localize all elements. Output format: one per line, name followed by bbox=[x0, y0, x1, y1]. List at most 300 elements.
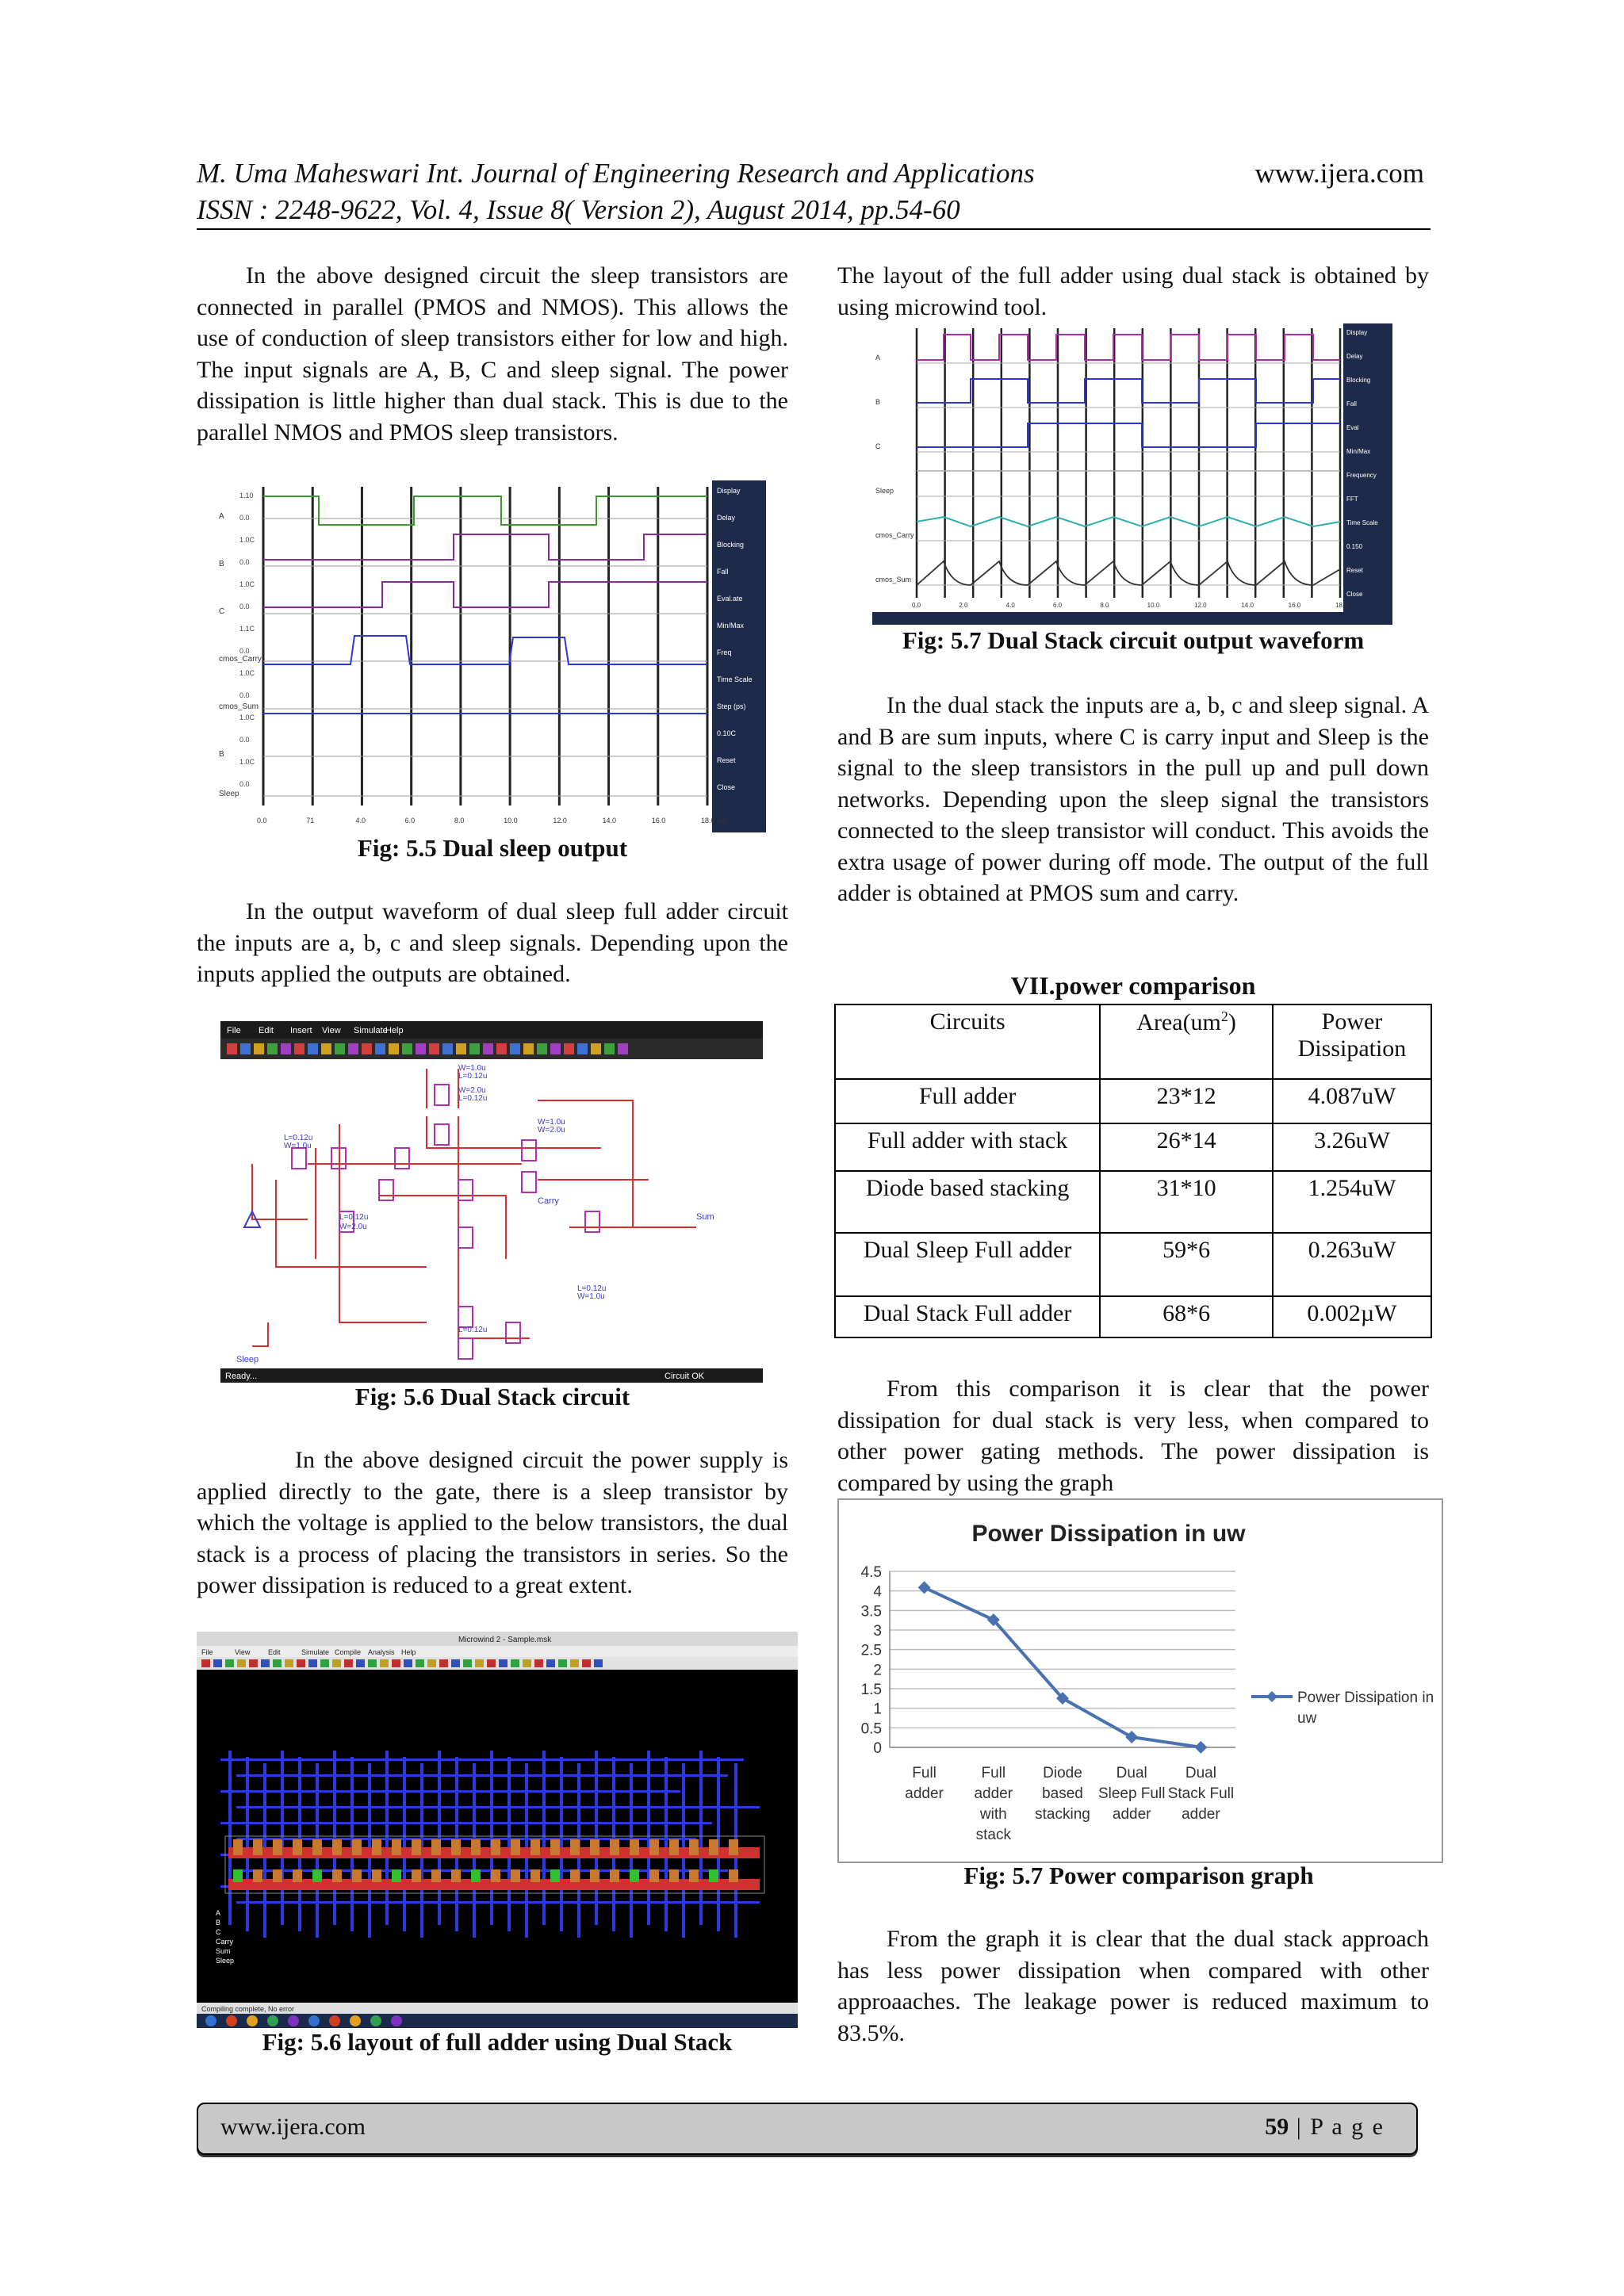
x-tick-label: 71 bbox=[306, 817, 315, 825]
metal-column bbox=[665, 1757, 668, 1931]
panel-label: Blocking bbox=[717, 541, 745, 549]
diffusion bbox=[392, 1869, 401, 1882]
right-para-4-text: From the graph it is clear that the dual stack approach has less power dissipation when compared with other approaaches. The leakage power is reduced maximum to 83.5%. bbox=[837, 1926, 1429, 2046]
y-tick-label: 1.0C bbox=[239, 714, 255, 721]
transistor-label: L=0.12u bbox=[458, 1072, 488, 1081]
metal-row bbox=[220, 1822, 712, 1824]
diffusion bbox=[491, 1869, 500, 1882]
diffusion bbox=[273, 1869, 282, 1882]
y-tick-label: 1 bbox=[873, 1701, 882, 1718]
toolbar-icon bbox=[483, 1043, 493, 1054]
toolbar-icon bbox=[591, 1043, 601, 1054]
panel-label: Frequency bbox=[1346, 472, 1377, 479]
table-cell: 4.087uW bbox=[1273, 1079, 1431, 1123]
table-row bbox=[835, 1296, 1431, 1337]
diffusion bbox=[729, 1869, 738, 1882]
menu-item: File bbox=[227, 1026, 241, 1035]
contact bbox=[649, 1839, 659, 1855]
contact bbox=[610, 1839, 619, 1855]
menu-item: Insert bbox=[290, 1026, 312, 1035]
carry-label: Carry bbox=[538, 1196, 559, 1206]
area-superscript: 2 bbox=[1220, 1008, 1228, 1024]
transistor-label: L=0.12u bbox=[284, 1134, 313, 1142]
toolbar-icon bbox=[332, 1659, 341, 1667]
toolbar-icon bbox=[604, 1043, 615, 1054]
metal-row bbox=[220, 1758, 744, 1761]
x-tick-label: 6.0 bbox=[404, 817, 416, 825]
diffusion bbox=[709, 1869, 718, 1882]
legend-label: uw bbox=[1297, 1710, 1317, 1727]
taskbar-icon bbox=[205, 2015, 216, 2026]
toolbar-icon bbox=[389, 1043, 399, 1054]
toolbar-icon bbox=[537, 1043, 547, 1054]
dual-stack-waveform bbox=[872, 323, 1392, 625]
toolbar-icon bbox=[348, 1043, 358, 1054]
y-tick-label: 0.0 bbox=[239, 558, 250, 566]
contact bbox=[709, 1839, 718, 1855]
x-tick-label: 18.0 mS bbox=[701, 817, 728, 825]
panel-label: Step (ps) bbox=[717, 702, 746, 710]
toolbar-icon bbox=[335, 1043, 345, 1054]
toolbar-icon bbox=[427, 1659, 436, 1667]
diffusion bbox=[689, 1869, 699, 1882]
left-para-2-text: In the output waveform of dual sleep full adder circuit the inputs are a, b, c and sleep signals. Depending upon the inputs applied the outputs are obtained. bbox=[197, 898, 788, 987]
toolbar-icon bbox=[511, 1659, 519, 1667]
taskbar-icon bbox=[288, 2015, 299, 2026]
diffusion bbox=[352, 1869, 362, 1882]
page-label: | P a g e bbox=[1289, 2114, 1385, 2140]
panel-label: Reset bbox=[1346, 567, 1363, 574]
signal-name: A bbox=[875, 354, 881, 362]
right-para-3-text: From this comparison it is clear that the power dissipation for dual stack is very less, when compared to other power gating methods. The power dissipation is compared by using the graph bbox=[837, 1376, 1429, 1496]
status-right: Circuit OK bbox=[665, 1372, 705, 1381]
fig-5-5-caption: Fig: 5.5 Dual sleep output bbox=[357, 834, 628, 862]
dual-stack-schematic bbox=[220, 1021, 763, 1383]
menu-bar bbox=[197, 1646, 798, 1657]
contact bbox=[491, 1839, 500, 1855]
toolbar-icon bbox=[618, 1043, 628, 1054]
sum-label: Sum bbox=[696, 1212, 714, 1222]
menu-item: Simulate bbox=[301, 1648, 330, 1656]
diffusion bbox=[312, 1869, 322, 1882]
y-tick-label: 0.0 bbox=[239, 647, 250, 655]
panel-label: Fall bbox=[1346, 400, 1357, 408]
table-cell: 23*12 bbox=[1100, 1079, 1273, 1123]
table-cell: Full adder with stack bbox=[835, 1123, 1100, 1171]
pin-label: Sleep bbox=[216, 1957, 235, 1965]
signal-name: B bbox=[875, 398, 881, 406]
diffusion bbox=[590, 1869, 599, 1882]
transistor-label: W=1.0u bbox=[458, 1064, 486, 1073]
toolbar-icon bbox=[577, 1043, 588, 1054]
y-tick-label: 0.5 bbox=[860, 1720, 882, 1738]
power-chart-svg bbox=[839, 1500, 1442, 1862]
y-tick-label: 1.0C bbox=[239, 758, 255, 766]
running-header bbox=[197, 155, 1035, 228]
left-para-3 bbox=[197, 1445, 788, 1601]
transistor-label: W=2.0u bbox=[458, 1086, 486, 1095]
taskbar-icon bbox=[391, 2015, 402, 2026]
panel-label: 0.10C bbox=[717, 729, 737, 737]
taskbar-icon bbox=[329, 2015, 340, 2026]
toolbar-icon bbox=[240, 1043, 251, 1054]
left-para-1 bbox=[197, 260, 788, 448]
table-row bbox=[835, 1123, 1431, 1171]
metal-row bbox=[236, 1901, 760, 1904]
area-paren: ) bbox=[1228, 1009, 1236, 1035]
toolbar-icon bbox=[429, 1043, 439, 1054]
transistor-label: L=0.12u bbox=[339, 1213, 369, 1222]
toolbar-icon bbox=[321, 1043, 331, 1054]
canvas bbox=[220, 1059, 763, 1368]
toolbar-icon bbox=[261, 1659, 270, 1667]
taskbar bbox=[197, 2014, 798, 2028]
toolbar-icon bbox=[510, 1043, 520, 1054]
contact bbox=[372, 1839, 381, 1855]
toolbar-icon bbox=[404, 1659, 412, 1667]
panel-label: Eval bbox=[1346, 424, 1359, 431]
contact bbox=[293, 1839, 302, 1855]
toolbar-icon bbox=[439, 1659, 448, 1667]
x-tick-label: 4.0 bbox=[1005, 602, 1015, 609]
metal-row bbox=[236, 1838, 696, 1840]
y-tick-label: 1.5 bbox=[860, 1682, 882, 1698]
table-row bbox=[835, 1233, 1431, 1296]
x-tick-label: 16.0 bbox=[1288, 602, 1301, 609]
toolbar-icon bbox=[267, 1043, 278, 1054]
fig-5-5-dual-sleep-output bbox=[216, 480, 766, 832]
series-line bbox=[925, 1587, 1201, 1747]
toolbar-icon bbox=[496, 1043, 507, 1054]
x-tick-label: 16.0 bbox=[651, 817, 666, 825]
contact bbox=[352, 1839, 362, 1855]
table-cell: Diode based stacking bbox=[835, 1171, 1100, 1233]
y-tick-label: 1.0C bbox=[239, 536, 255, 544]
metal-row bbox=[236, 1806, 760, 1808]
pin-label: Sum bbox=[216, 1947, 231, 1955]
contact bbox=[689, 1839, 699, 1855]
y-tick-label: 2.5 bbox=[860, 1642, 882, 1659]
footer-site: www.ijera.com bbox=[220, 2114, 366, 2140]
transistor-label: W=1.0u bbox=[577, 1292, 605, 1301]
toolbar-icon bbox=[285, 1659, 293, 1667]
x-tick-label: Full adder bbox=[905, 1765, 944, 1802]
right-para-4 bbox=[837, 1923, 1429, 2049]
diffusion bbox=[293, 1869, 302, 1882]
dual-sleep-waveform bbox=[216, 480, 766, 832]
signal-name: Sleep bbox=[875, 487, 894, 495]
table-cell: 0.263uW bbox=[1273, 1233, 1431, 1296]
transistor-label: L=0.12u bbox=[458, 1326, 488, 1334]
pin-label: Carry bbox=[216, 1938, 233, 1946]
right-para-2-text: In the dual stack the inputs are a, b, c and sleep signal. A and B are sum inputs, where C is carry input and Sleep is the signal to the sleep transistors in the pull up and pull down networks. Depending upon the sleep signal the transistors connected to the sleep transistor will conduct. This avoids the extra usage of power during off mode. The output of the full adder is obtained at PMOS sum and carry. bbox=[837, 692, 1429, 906]
diffusion bbox=[471, 1869, 481, 1882]
diffusion bbox=[412, 1869, 421, 1882]
toolbar-icon bbox=[356, 1659, 365, 1667]
left-para-1-text: In the above designed circuit the sleep transistors are connected in parallel (PMOS and NMOS). This allows the use of conduction of sleep transistors either for low and high. The input signals are A, B, C and sleep signal. The power dissipation is little higher than dual stack. This is due to the parallel NMOS and PMOS sleep transistors. bbox=[197, 262, 788, 446]
dual-stack-layout bbox=[197, 1632, 798, 2028]
panel-label: FFT bbox=[1346, 496, 1358, 503]
fig-5-6-dual-stack-circuit bbox=[220, 1021, 763, 1383]
menu-item: Edit bbox=[268, 1648, 281, 1656]
diffusion bbox=[511, 1869, 520, 1882]
toolbar-icon bbox=[294, 1043, 304, 1054]
x-tick-label: 18.0 bbox=[1335, 602, 1348, 609]
signal-name: B bbox=[219, 750, 224, 759]
pin-label: A bbox=[216, 1909, 221, 1917]
section-title: VII.power comparison bbox=[1010, 971, 1256, 1000]
toolbar-icon bbox=[564, 1043, 574, 1054]
right-para-2 bbox=[837, 690, 1429, 909]
toolbar-icon bbox=[523, 1043, 534, 1054]
toolbar-icon bbox=[281, 1043, 291, 1054]
menu-item: Simulate bbox=[354, 1026, 388, 1035]
signal-name: cmos_Carry bbox=[875, 531, 914, 539]
fig-5-6-caption: Fig: 5.6 Dual Stack circuit bbox=[354, 1383, 630, 1410]
x-tick-label: Diode based stacking bbox=[1035, 1765, 1090, 1823]
toolbar-icon bbox=[344, 1659, 353, 1667]
metal-column bbox=[508, 1757, 511, 1931]
metal-row bbox=[220, 1790, 680, 1793]
toolbar-icon bbox=[201, 1659, 210, 1667]
contact bbox=[530, 1839, 540, 1855]
panel-label: Fall bbox=[717, 568, 729, 576]
signal-name: B bbox=[219, 560, 224, 568]
transistor-label: W=2.0u bbox=[339, 1223, 367, 1231]
diffusion bbox=[669, 1869, 679, 1882]
right-para-1 bbox=[837, 260, 1429, 323]
diffusion bbox=[233, 1869, 243, 1882]
taskbar-icon bbox=[350, 2015, 361, 2026]
table-cell: 0.002µW bbox=[1273, 1296, 1431, 1337]
toolbar-icon bbox=[362, 1043, 372, 1054]
toolbar-icon bbox=[550, 1043, 561, 1054]
menu-item: View bbox=[322, 1026, 341, 1035]
fig-5-6-layout-screenshot bbox=[197, 1632, 798, 2028]
contact bbox=[630, 1839, 639, 1855]
toolbar-icon bbox=[227, 1043, 237, 1054]
x-tick-label: 12.0 bbox=[1194, 602, 1207, 609]
toolbar-icon bbox=[558, 1659, 567, 1667]
menu-item: Compile bbox=[335, 1648, 362, 1656]
menu-item: File bbox=[201, 1648, 213, 1656]
x-tick-label: 8.0 bbox=[454, 817, 465, 825]
metal-column bbox=[403, 1757, 406, 1931]
menu-item: Edit bbox=[259, 1026, 274, 1035]
toolbar-icon bbox=[254, 1043, 264, 1054]
header-site: www.ijera.com bbox=[1254, 158, 1424, 189]
diffusion bbox=[550, 1869, 560, 1882]
x-tick-label: 10.0 bbox=[504, 817, 518, 825]
x-tick-label: 0.0 bbox=[912, 602, 921, 609]
table-cell: 31*10 bbox=[1100, 1171, 1273, 1233]
contact bbox=[392, 1839, 401, 1855]
panel-label: Delay bbox=[717, 514, 736, 522]
signal-name: cmos_Carry bbox=[219, 655, 262, 664]
y-tick-label: 0.0 bbox=[239, 691, 250, 699]
table-row bbox=[835, 1171, 1431, 1233]
pin-label: B bbox=[216, 1919, 221, 1927]
menu-item: Analysis bbox=[368, 1648, 395, 1656]
contact bbox=[332, 1839, 342, 1855]
x-tick-label: Full adder with stack bbox=[974, 1765, 1013, 1843]
transistor-label: W=2.0u bbox=[538, 1126, 565, 1135]
panel-label: Freq bbox=[717, 649, 732, 656]
panel-label: Display bbox=[717, 487, 741, 495]
toolbar-icon bbox=[320, 1659, 329, 1667]
panel-label: Close bbox=[1346, 591, 1363, 598]
data-point bbox=[918, 1581, 931, 1594]
signal-name: cmos_Sum bbox=[875, 576, 912, 584]
data-point bbox=[1125, 1731, 1138, 1743]
toolbar-icon bbox=[237, 1659, 246, 1667]
toolbar-icon bbox=[475, 1659, 484, 1667]
toolbar-icon bbox=[534, 1659, 543, 1667]
signal-name: C bbox=[875, 442, 881, 450]
table-cell: 3.26uW bbox=[1273, 1123, 1431, 1171]
toolbar-icon bbox=[375, 1043, 385, 1054]
legend-label: Power Dissipation in bbox=[1297, 1689, 1434, 1706]
contact bbox=[253, 1839, 262, 1855]
control-panel bbox=[712, 480, 766, 832]
menu-item: Help bbox=[385, 1026, 404, 1035]
right-para-1-text: The layout of the full adder using dual stack is obtained by using microwind tool. bbox=[837, 262, 1429, 320]
panel-label: Time Scale bbox=[717, 675, 753, 683]
metal-column bbox=[560, 1757, 563, 1931]
fig-5-7-caption: Fig: 5.7 Dual Stack circuit output waveform bbox=[902, 626, 1365, 654]
toolbar-icon bbox=[213, 1659, 222, 1667]
contact bbox=[233, 1839, 243, 1855]
window-title: Microwind 2 - Sample.msk bbox=[458, 1636, 552, 1644]
x-tick-label: 8.0 bbox=[1100, 602, 1109, 609]
left-para-2 bbox=[197, 896, 788, 990]
signal-name: cmos_Sum bbox=[219, 702, 259, 711]
toolbar-icon bbox=[249, 1659, 258, 1667]
panel-label: 0.150 bbox=[1346, 543, 1363, 550]
menu-item: View bbox=[235, 1648, 251, 1656]
panel-label: Reset bbox=[717, 756, 736, 764]
transistor-label: W=1.0u bbox=[538, 1118, 565, 1127]
contact bbox=[590, 1839, 599, 1855]
panel-label: Display bbox=[1346, 329, 1368, 336]
toolbar-icon bbox=[523, 1659, 531, 1667]
panel-label: Eval.ate bbox=[717, 595, 743, 603]
y-tick-label: 4 bbox=[873, 1583, 882, 1601]
y-tick-label: 1.1C bbox=[239, 625, 255, 633]
table-header-area bbox=[1100, 1004, 1273, 1079]
tab-bar bbox=[872, 612, 1343, 625]
y-tick-label: 0.0 bbox=[239, 514, 250, 522]
status-left: Ready... bbox=[225, 1372, 258, 1381]
header-rule bbox=[197, 228, 1431, 230]
toolbar-icon bbox=[451, 1659, 460, 1667]
x-tick-label: 0.0 bbox=[257, 817, 267, 825]
x-tick-label: 4.0 bbox=[355, 817, 366, 825]
diffusion bbox=[610, 1869, 619, 1882]
panel-label: Close bbox=[717, 783, 736, 791]
toolbar-icon bbox=[594, 1659, 603, 1667]
x-tick-label: 6.0 bbox=[1053, 602, 1063, 609]
panel-label: Delay bbox=[1346, 353, 1363, 360]
transistor-label: W=1.0u bbox=[284, 1142, 312, 1150]
table-cell: 1.254uW bbox=[1273, 1171, 1431, 1233]
diffusion bbox=[570, 1869, 580, 1882]
x-tick-label: Dual Stack Full adder bbox=[1167, 1765, 1235, 1823]
table-cell: Dual Stack Full adder bbox=[835, 1296, 1100, 1337]
y-tick-label: 1.10 bbox=[239, 492, 254, 499]
toolbar-icon bbox=[308, 1659, 317, 1667]
panel-label: Min/Max bbox=[1346, 448, 1371, 455]
signal-name: Sleep bbox=[219, 790, 239, 798]
toolbar-icon bbox=[582, 1659, 591, 1667]
toolbar-icon bbox=[487, 1659, 496, 1667]
y-tick-label: 0 bbox=[873, 1740, 882, 1757]
toolbar-icon bbox=[273, 1659, 282, 1667]
toolbar-icon bbox=[308, 1043, 318, 1054]
toolbar-icon bbox=[463, 1659, 472, 1667]
fig-5-7-dual-stack-waveform bbox=[872, 323, 1392, 625]
toolbar-icon bbox=[380, 1659, 389, 1667]
toolbar-icon bbox=[416, 1043, 426, 1054]
fig-5-7b-caption: Fig: 5.7 Power comparison graph bbox=[963, 1862, 1314, 1889]
header-issn-line: ISSN : 2248-9622, Vol. 4, Issue 8( Version 2), August 2014, pp.54-60 bbox=[197, 194, 960, 225]
y-tick-label: 0.0 bbox=[239, 603, 250, 610]
contact bbox=[412, 1839, 421, 1855]
power-comparison-table bbox=[834, 1004, 1432, 1338]
diffusion bbox=[332, 1869, 342, 1882]
contact bbox=[550, 1839, 560, 1855]
taskbar-icon bbox=[308, 2015, 320, 2026]
x-tick-label: 10.0 bbox=[1147, 602, 1160, 609]
table-cell: Dual Sleep Full adder bbox=[835, 1233, 1100, 1296]
diffusion bbox=[630, 1869, 639, 1882]
signal-name: C bbox=[219, 607, 225, 616]
contact bbox=[511, 1839, 520, 1855]
contact bbox=[729, 1839, 738, 1855]
toolbar-icon bbox=[570, 1659, 579, 1667]
contact bbox=[431, 1839, 441, 1855]
contact bbox=[669, 1839, 679, 1855]
table-header-circuits: Circuits bbox=[835, 1004, 1100, 1079]
metal-column bbox=[246, 1757, 249, 1931]
toolbar-icon bbox=[456, 1043, 466, 1054]
toolbar-icon bbox=[416, 1659, 424, 1667]
metal-row bbox=[236, 1774, 728, 1777]
footer-page bbox=[1265, 2114, 1385, 2141]
wave-bg bbox=[872, 323, 1392, 625]
wave-bg bbox=[216, 480, 766, 832]
data-point bbox=[1194, 1741, 1207, 1754]
metal-column bbox=[228, 1751, 232, 1925]
table-row bbox=[835, 1079, 1431, 1123]
page-number: 59 bbox=[1265, 2114, 1289, 2140]
toolbar-icon bbox=[546, 1659, 555, 1667]
y-tick-label: 0.0 bbox=[239, 736, 250, 744]
toolbar-icon bbox=[402, 1043, 412, 1054]
toolbar-icon bbox=[499, 1659, 508, 1667]
fig-5-6b-caption: Fig: 5.6 layout of full adder using Dual Stack bbox=[262, 2028, 733, 2056]
pin-label: C bbox=[216, 1928, 221, 1936]
taskbar-icon bbox=[247, 2015, 258, 2026]
diffusion bbox=[372, 1869, 381, 1882]
status-text: Compiling complete, No error bbox=[201, 2005, 295, 2013]
toolbar-icon bbox=[225, 1659, 234, 1667]
toolbar-icon bbox=[469, 1043, 480, 1054]
right-para-3 bbox=[837, 1373, 1429, 1498]
table-header-power: Power Dissipation bbox=[1273, 1004, 1431, 1079]
taskbar-icon bbox=[267, 2015, 278, 2026]
taskbar-icon bbox=[226, 2015, 237, 2026]
